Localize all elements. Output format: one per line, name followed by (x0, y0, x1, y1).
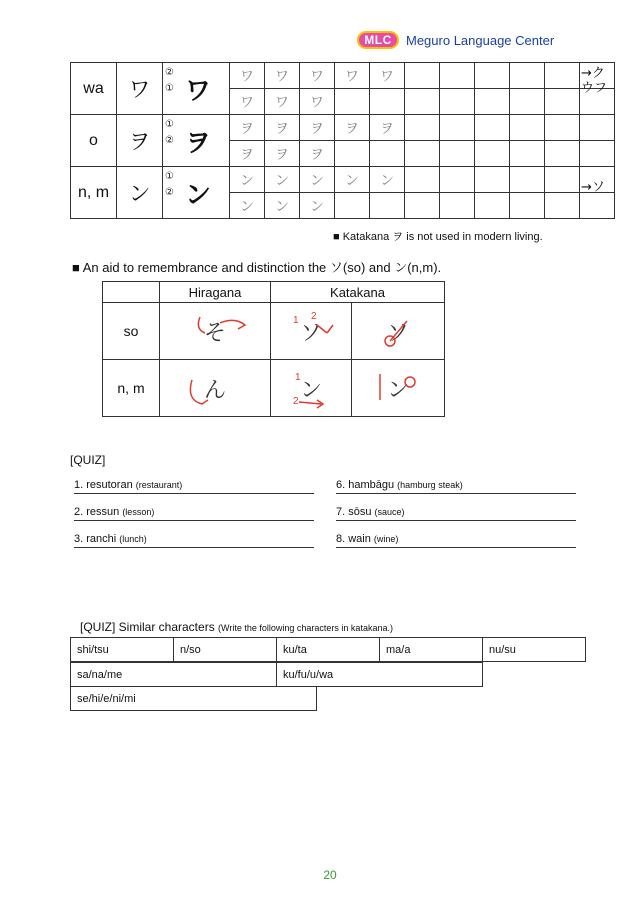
practice-cell[interactable] (440, 167, 475, 193)
practice-cell[interactable]: ン (370, 167, 405, 193)
stroke-number-2: ② (165, 187, 174, 198)
model-glyph: ヲ (185, 128, 212, 158)
practice-cell[interactable] (475, 167, 510, 193)
practice-cell[interactable] (405, 115, 440, 141)
practice-cell[interactable]: ワ (265, 89, 300, 115)
practice-cell[interactable] (545, 167, 580, 193)
practice-cell[interactable]: ワ (370, 63, 405, 89)
practice-cell[interactable] (405, 63, 440, 89)
stroke-order-model (163, 63, 230, 115)
wa-note: →ク ウフ (581, 66, 608, 96)
practice-cell[interactable]: ワ (265, 63, 300, 89)
similar-quiz-title: [QUIZ] Similar characters (80, 620, 215, 634)
practice-cell[interactable] (405, 193, 440, 219)
quiz-hint: (sauce) (374, 507, 405, 517)
model-glyph: ン (185, 180, 212, 210)
n-hiragana-arrow (160, 360, 270, 416)
practice-cell[interactable] (405, 89, 440, 115)
svg-text:2: 2 (293, 396, 299, 407)
practice-cell[interactable]: ン (335, 167, 370, 193)
stroke-number-2: ① (165, 83, 174, 94)
quiz-hint: (hamburg steak) (397, 480, 463, 490)
similar-cell[interactable]: shi/tsu (70, 637, 174, 662)
practice-cell[interactable] (510, 193, 545, 219)
practice-cell[interactable]: ヲ (230, 141, 265, 167)
practice-cell[interactable]: ン (230, 167, 265, 193)
quiz-item[interactable] (336, 506, 576, 521)
quiz-item[interactable] (336, 533, 576, 548)
practice-cell[interactable]: ワ (300, 63, 335, 89)
katakana-header: Katakana (271, 282, 445, 303)
practice-cell[interactable]: ワ (335, 63, 370, 89)
quiz-item[interactable] (74, 479, 314, 494)
practice-cell[interactable] (510, 115, 545, 141)
practice-cell[interactable]: ヲ (265, 141, 300, 167)
practice-cell[interactable] (335, 193, 370, 219)
practice-row (71, 115, 615, 141)
practice-cell[interactable] (545, 89, 580, 115)
practice-cell[interactable] (545, 193, 580, 219)
n-note: →ソ (581, 180, 605, 195)
similar-cell[interactable]: n/so (173, 637, 277, 662)
practice-cell[interactable]: ワ (300, 89, 335, 115)
practice-cell[interactable] (440, 193, 475, 219)
practice-cell[interactable] (580, 193, 615, 219)
practice-cell[interactable] (475, 141, 510, 167)
quiz-item[interactable] (336, 479, 576, 494)
katakana-wo-note: ■ Katakana ヲ is not used in modern living. (333, 231, 543, 243)
quiz-word: 7. sōsu (336, 506, 372, 518)
practice-cell[interactable] (510, 63, 545, 89)
quiz-word: 1. resutoran (74, 479, 133, 491)
n-katakana-2: ン (352, 360, 445, 417)
practice-cell[interactable] (440, 141, 475, 167)
practice-cell[interactable] (475, 193, 510, 219)
so-katakana-1: ソ 1 2 (271, 303, 352, 360)
stroke-number-1: ② (165, 67, 174, 78)
practice-cell[interactable] (370, 89, 405, 115)
practice-cell[interactable]: ヲ (370, 115, 405, 141)
page-number: 20 (323, 868, 337, 882)
practice-cell[interactable] (475, 63, 510, 89)
practice-cell[interactable] (370, 193, 405, 219)
quiz-word: 6. hambāgu (336, 479, 395, 491)
comparison-title: ■ An aid to remembrance and distinction the ソ(so) and ン(n,m). (72, 260, 442, 275)
practice-cell[interactable] (510, 141, 545, 167)
svg-text:2: 2 (311, 311, 317, 322)
practice-cell[interactable] (475, 115, 510, 141)
practice-cell[interactable]: ヲ (265, 115, 300, 141)
practice-cell[interactable]: ワ (230, 89, 265, 115)
practice-cell[interactable]: ン (230, 193, 265, 219)
hiragana-header: Hiragana (160, 282, 271, 303)
practice-cell[interactable] (335, 89, 370, 115)
practice-cell[interactable]: ン (265, 167, 300, 193)
n-katakana-1: ン 1 2 (271, 360, 352, 417)
kana-reference: ヲ (117, 115, 163, 167)
practice-cell[interactable]: ヲ (335, 115, 370, 141)
practice-cell[interactable] (440, 63, 475, 89)
practice-cell[interactable] (335, 141, 370, 167)
practice-cell[interactable] (405, 141, 440, 167)
stroke-number-1: ① (165, 119, 174, 130)
practice-cell[interactable] (510, 89, 545, 115)
romaji-label: n, m (71, 167, 117, 219)
romaji-label: wa (71, 63, 117, 115)
n-stroke-numbers (271, 360, 351, 416)
practice-cell[interactable]: ン (300, 193, 335, 219)
empty-header (103, 282, 160, 303)
similar-cell[interactable]: nu/su (482, 637, 586, 662)
practice-row (71, 63, 615, 89)
quiz-word: 3. ranchi (74, 533, 117, 545)
center-name: Meguro Language Center (406, 33, 555, 48)
svg-text:1: 1 (295, 372, 301, 383)
practice-cell[interactable]: ヲ (300, 115, 335, 141)
stroke-number-1: ① (165, 171, 174, 182)
so-hiragana: そ (160, 303, 271, 360)
mlc-logo: MLC (357, 31, 399, 49)
practice-cell[interactable] (405, 167, 440, 193)
practice-cell[interactable] (580, 115, 615, 141)
practice-cell[interactable]: ン (265, 193, 300, 219)
romaji-label: o (71, 115, 117, 167)
practice-cell[interactable]: ン (300, 167, 335, 193)
model-glyph: ワ (185, 76, 212, 106)
practice-cell[interactable]: ワ (230, 63, 265, 89)
practice-cell[interactable] (440, 89, 475, 115)
comparison-table (102, 281, 445, 417)
n-hiragana: ん (160, 360, 271, 417)
similar-cell[interactable]: ku/ta (276, 637, 380, 662)
stroke-order-model (163, 115, 230, 167)
practice-cell[interactable] (475, 89, 510, 115)
quiz-label: [QUIZ] (70, 453, 106, 467)
so-stroke-arrows (160, 303, 270, 359)
quiz-hint: (lesson) (122, 507, 155, 517)
quiz-word: 2. ressun (74, 506, 120, 518)
kana-reference: ン (117, 167, 163, 219)
kana-reference: ワ (117, 63, 163, 115)
practice-cell[interactable] (370, 141, 405, 167)
row-label-so: so (103, 303, 160, 360)
practice-cell[interactable] (545, 115, 580, 141)
practice-cell[interactable] (580, 141, 615, 167)
so-stroke-numbers (271, 303, 351, 359)
practice-grid (70, 62, 615, 219)
similar-cell[interactable]: ma/a (379, 637, 483, 662)
similar-cell[interactable]: ku/fu/u/wa (276, 662, 483, 687)
stroke-number-2: ② (165, 135, 174, 146)
so-katakana-2: ソ (352, 303, 445, 360)
similar-quiz-label (80, 620, 393, 634)
practice-cell[interactable] (510, 167, 545, 193)
quiz-item[interactable] (74, 533, 314, 548)
stroke-order-model (163, 167, 230, 219)
so-red-mark (352, 303, 444, 359)
svg-text:1: 1 (293, 315, 299, 326)
practice-cell[interactable] (545, 63, 580, 89)
similar-quiz-hint: (Write the following characters in katakana.) (218, 623, 393, 633)
quiz-hint: (restaurant) (135, 480, 183, 490)
practice-row (71, 167, 615, 193)
practice-cell[interactable]: ヲ (230, 115, 265, 141)
practice-cell[interactable]: ヲ (300, 141, 335, 167)
row-label-n: n, m (103, 360, 160, 417)
quiz-word: 8. wain (336, 533, 371, 545)
n-red-mark (352, 360, 444, 416)
practice-cell[interactable] (545, 141, 580, 167)
quiz-hint: (lunch) (119, 534, 147, 544)
similar-cell[interactable]: sa/na/me (70, 662, 277, 687)
similar-cell[interactable]: se/hi/e/ni/mi (70, 686, 317, 711)
quiz-item[interactable] (74, 506, 314, 521)
practice-cell[interactable] (440, 115, 475, 141)
quiz-hint: (wine) (373, 534, 399, 544)
